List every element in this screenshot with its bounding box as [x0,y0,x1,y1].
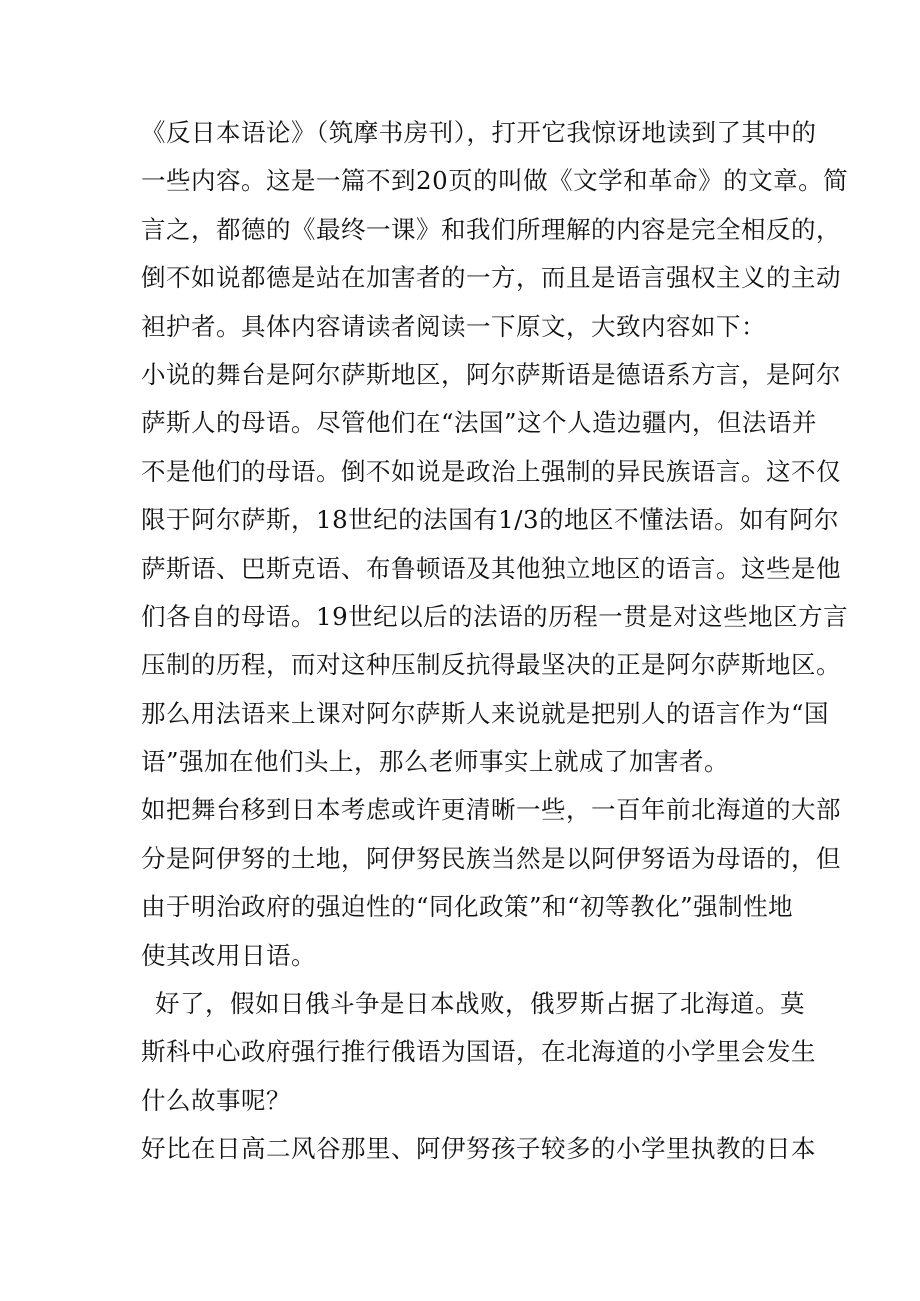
text-line: 如把舞台移到日本考虑或许更清晰一些，一百年前北海道的大部 [141,795,841,825]
text-line: 小说的舞台是阿尔萨斯地区，阿尔萨斯语是德语系方言，是阿尔 [141,359,841,389]
text-line: 倒不如说都德是站在加害者的一方，而且是语言强权主义的主动 [141,263,841,293]
text-line: 使其改用日语。 [141,940,316,970]
body-text [141,109,849,1174]
text-line: 一些内容。这是一篇不到20页的叫做《文学和革命》的文章。简 [141,166,849,196]
text-line: 萨斯语、巴斯克语、布鲁顿语及其他独立地区的语言。这些是他 [141,553,841,583]
text-line: 那么用法语来上课对阿尔萨斯人来说就是把别人的语言作为“国 [141,698,830,728]
text-line: 不是他们的母语。倒不如说是政治上强制的异民族语言。这不仅 [141,456,841,486]
text-line: 言之，都德的《最终一课》和我们所理解的内容是完全相反的， [141,214,841,244]
text-line: 压制的历程，而对这种压制反抗得最坚决的正是阿尔萨斯地区。 [141,650,841,680]
text-line: 好了，假如日俄斗争是日本战败，俄罗斯占据了北海道。莫 [155,989,805,1019]
text-line: 限于阿尔萨斯，18世纪的法国有1/3的地区不懂法语。如有阿尔 [141,505,840,535]
text-line: 们各自的母语。19世纪以后的法语的历程一贯是对这些地区方言 [141,601,849,631]
text-line: 《反日本语论》（筑摩书房刊），打开它我惊讶地读到了其中的 [141,118,817,147]
text-line: 语”强加在他们头上，那么老师事实上就成了加害者。 [141,747,730,777]
text-line: 袒护者。具体内容请读者阅读一下原文，大致内容如下： [141,311,766,341]
text-line: 分是阿伊努的土地，阿伊努民族当然是以阿伊努语为母语的，但 [141,843,841,873]
text-line: 由于明治政府的强迫性的“同化政策”和“初等教化”强制性地 [141,892,794,922]
text-line: 好比在日高二风谷那里、阿伊努孩子较多的小学里执教的日本 [141,1134,816,1164]
text-line: 萨斯人的母语。尽管他们在“法国”这个人造边疆内，但法语并 [141,408,818,438]
text-line: 什么故事呢？ [141,1085,291,1115]
text-line: 斯科中心政府强行推行俄语为国语，在北海道的小学里会发生 [141,1037,816,1067]
